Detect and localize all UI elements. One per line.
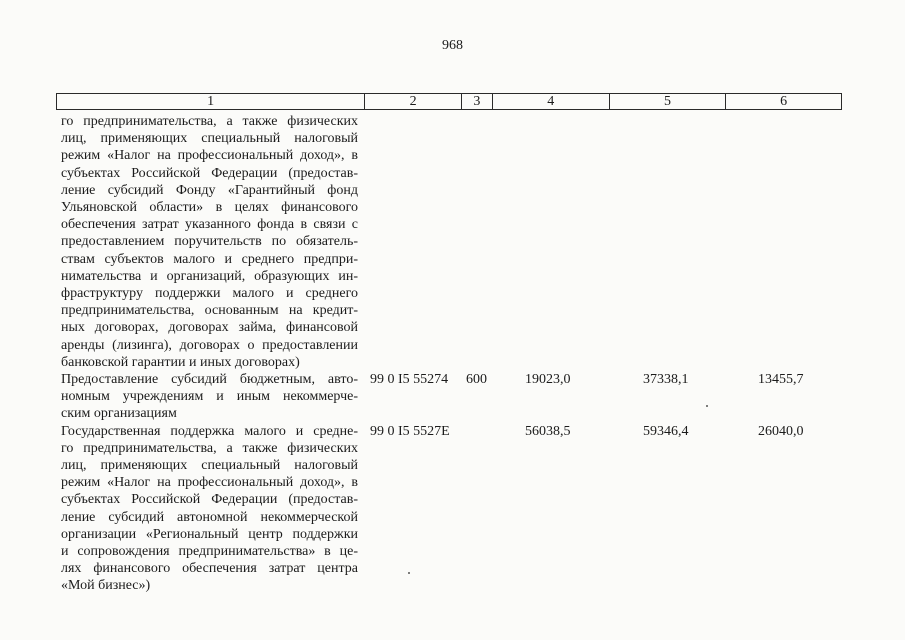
row-description	[61, 371, 358, 423]
description-line: ствам субъектов малого и среднего предпри-	[61, 251, 358, 267]
table-row	[61, 423, 861, 595]
description-line: Государственная поддержка малого и средне-	[61, 423, 358, 439]
header-col-4: 4	[493, 94, 610, 109]
description-line: обеспечения затрат указанного фонда в связи с	[61, 217, 358, 233]
row-expense-type: 600	[466, 372, 487, 388]
header-col-3: 3	[462, 94, 493, 109]
description-line: лиц, применяющих специальный налоговый	[61, 131, 358, 147]
row-description	[61, 113, 358, 371]
description-line: предоставлением поручительств по обязатель-	[61, 234, 358, 250]
description-line: го предпринимательства, а также физических	[61, 114, 358, 129]
description-line: ных договорах, договорах займа, финансовой	[61, 320, 358, 336]
description-line: лях финансового обеспечения затрат центра	[61, 561, 358, 577]
header-col-6: 6	[780, 94, 788, 109]
description-line: лиц, применяющих специальный налоговый	[61, 458, 358, 474]
row-code: 99 0 I5 55274	[370, 372, 449, 388]
page-number: 968	[442, 38, 463, 53]
description-line: режим «Налог на профессиональный доход», в	[61, 475, 358, 491]
description-line: организации «Региональный центр поддержки	[61, 526, 358, 542]
description-line: нимательства и организаций, образующих ин-	[61, 268, 358, 284]
table-header	[56, 93, 842, 110]
description-line: ским организациям	[61, 406, 177, 422]
description-line: аренды (лизинга), договорах о предоставлении	[61, 337, 358, 353]
row-value-col6: 13455,7	[758, 372, 804, 388]
row-value-col4: 19023,0	[525, 372, 571, 388]
description-line: и сопровождения предпринимательства» в це-	[61, 544, 358, 560]
description-line: субъектах Российской Федерации (предостав-	[61, 492, 358, 508]
table-row	[61, 371, 861, 423]
description-line: Ульяновской области» в целях финансового	[61, 200, 358, 216]
table-body	[61, 113, 861, 595]
row-description	[61, 423, 358, 595]
description-line: режим «Налог на профессиональный доход», в	[61, 148, 358, 164]
description-line: ление субсидий автономной некоммерческой	[61, 509, 358, 525]
description-line: субъектах Российской Федерации (предостав-	[61, 165, 358, 181]
description-line: ление субсидий Фонду «Гарантийный фонд	[61, 182, 358, 198]
description-line: Предоставление субсидий бюджетным, авто-	[61, 372, 358, 388]
row-code: 99 0 I5 5527E	[370, 423, 450, 439]
description-line: фраструктуру поддержки малого и среднего	[61, 286, 358, 302]
description-line: предпринимательства, основанным на кредит-	[61, 303, 358, 319]
row-value-col4: 56038,5	[525, 423, 571, 439]
description-line: го предпринимательства, а также физических	[61, 440, 358, 456]
row-value-col6: 26040,0	[758, 423, 804, 439]
header-col-1: 1	[57, 94, 365, 109]
table-row	[61, 113, 861, 371]
row-value-col5: 37338,1	[643, 372, 689, 388]
row-value-col5: 59346,4	[643, 423, 689, 439]
description-line: «Мой бизнес»)	[61, 578, 151, 594]
description-line: номным учреждениям и иным некоммерче-	[61, 389, 358, 405]
description-line: банковской гарантии и иных договорах)	[61, 354, 300, 370]
header-col-5: 5	[610, 94, 727, 109]
header-col-2: 2	[365, 94, 462, 109]
